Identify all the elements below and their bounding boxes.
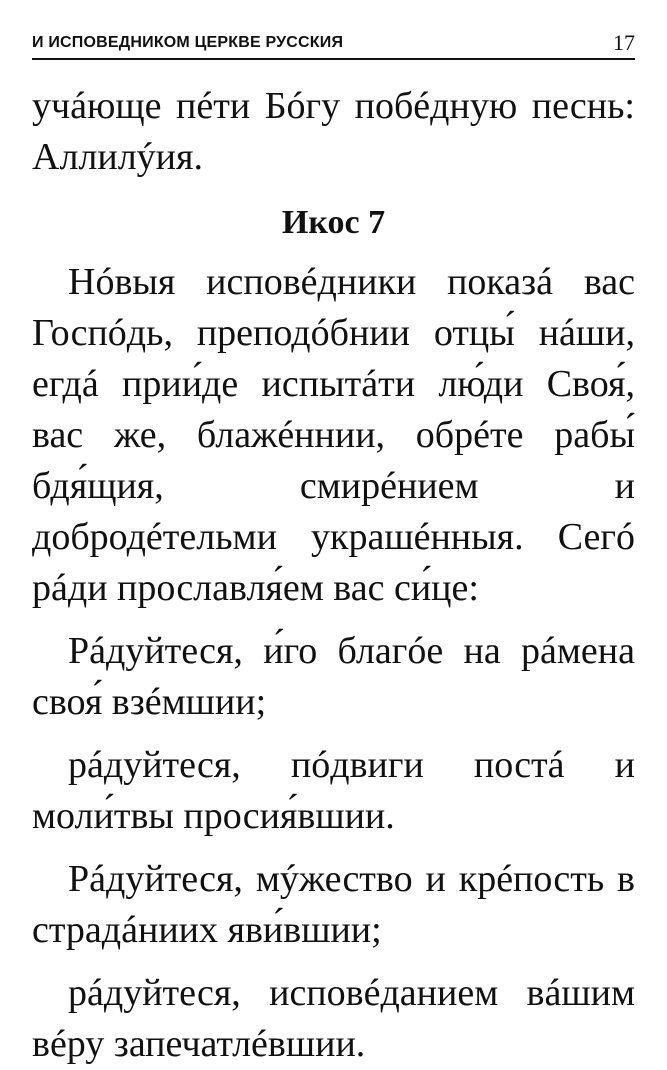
paragraph-5: рáдуйтеся, исповéданием вáшим вéру запечатлéвшии. [32, 972, 635, 1065]
running-title: И ИСПОВЕДНИКОМ ЦЕРКВЕ РУССКИЯ [32, 34, 344, 51]
page-body [32, 81, 635, 1070]
page-number: 17 [613, 30, 635, 55]
paragraph-2: Рáдуйтеся, и́го благóе на рáмена своя́ взéмшии; [32, 630, 635, 723]
running-header [32, 28, 635, 60]
paragraph-1: Нóвыя исповéдники показá вас Госпóдь, преподóбнии отцы́ нáши, егдá прии́де испытáти лю́ди Своя́, вас же, блажéннии, обрéте рабы́ бдя́щия, смирéнием и добродéтельми украшéнныя. Сегó рáди прославля́ем вас си́це: [32, 261, 635, 609]
section-heading: Икос 7 [281, 204, 386, 241]
continuation-paragraph: учáюще пéти Бóгу побéдную песнь: Аллилýия. [32, 85, 635, 178]
book-page [32, 28, 635, 1065]
paragraph-4: Рáдуйтеся, мýжество и крéпость в страдáниих яви́вшии; [32, 858, 635, 951]
paragraph-3: рáдуйтеся, пóдвиги постá и моли́твы просия́вшии. [32, 744, 635, 837]
